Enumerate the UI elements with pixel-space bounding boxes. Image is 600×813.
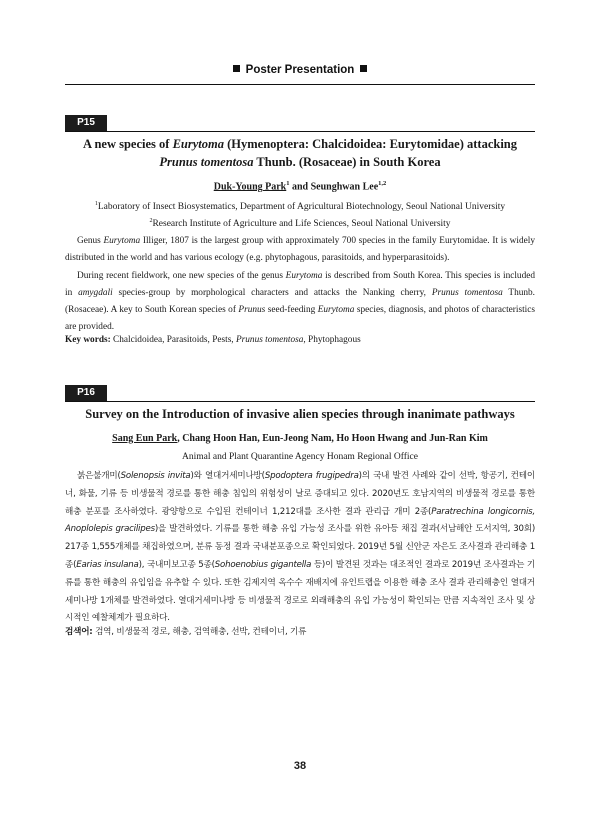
text-run: Solenopsis invita — [120, 471, 191, 481]
p15-badge: P15 — [65, 115, 107, 131]
square-bullet-icon — [360, 65, 367, 72]
p15-author-sup: 1 — [286, 180, 290, 187]
text-run: )와 열대거세미나방( — [190, 471, 265, 481]
p15-paragraph-2 — [65, 268, 535, 337]
keywords-label: 검색어: — [65, 627, 93, 637]
affil-sup: 2 — [149, 218, 153, 225]
text-run: 등)이 발견된 것과는 대조적인 결과로 2019년 조사결과는 기류를 통한 해충의 유입임을 유추할 수 있다. 또한 김제지역 옥수수 재배지에 유인트랩을 이용한 해충 조사 결과 관리해충인 열대거세미나방 1개체를 발견하였다. 열대거세미나방 등 비생물적 경로로 외래해충의 유입 가능성이 확인되는 만큼 지속적인 조사 및 상시적인 예찰체계가 필요하다. — [65, 559, 535, 624]
text-run: , Phytophagous — [303, 335, 361, 345]
p16-title: Survey on the Introduction of invasive alien species through inanimate pathways — [85, 407, 515, 421]
p15-coauthor: and Seunghwan Lee — [289, 181, 379, 193]
text-run: Chalcidoidea, Parasitoids, Pests, — [110, 335, 236, 345]
text-run: Eurytoma — [285, 270, 323, 281]
p15-authors — [65, 180, 535, 192]
text-run: 검역, 비생물적 경로, 해충, 검역해충, 선박, 컨테이너, 기류 — [92, 627, 307, 637]
p15-abstract — [65, 233, 535, 337]
affil-text: Laboratory of Insect Biosystematics, Department of Agricultural Biotechnology, Seoul National University — [97, 202, 506, 213]
header-divider — [65, 84, 535, 85]
text-run: amygdali — [78, 287, 113, 298]
text-run: seed-feeding — [265, 305, 318, 316]
p15-title-part: Prunus tomentosa — [159, 155, 254, 169]
text-run: ), 국내미보고종 5종( — [138, 559, 215, 570]
p15-title-part: (Hymenoptera: Chalcidoidea: Eurytomidae) attacking — [223, 137, 517, 151]
text-run: Prunus — [238, 305, 266, 316]
text-run: Sohoenobius gigantella — [214, 559, 312, 570]
affil-text: Research Institute of Agriculture and Life Sciences, Seoul National University — [152, 219, 451, 230]
p16-presenting-author: Sang Eun Park — [112, 433, 178, 444]
p16-abstract — [65, 468, 535, 628]
p16-badge: P16 — [65, 385, 107, 401]
p15-title-part: A new species of — [82, 137, 173, 151]
text-run: Paratrechina longicornis, Anoplolepis gracilipes — [65, 506, 535, 535]
text-run: species, diagnosis, and photos of characteristics are provided. — [65, 305, 535, 333]
p16-paragraph — [65, 468, 535, 628]
p15-paragraph-1 — [65, 233, 535, 268]
p15-affiliation-1 — [65, 197, 535, 214]
text-run: Earias insulana — [76, 559, 139, 570]
page-number: 38 — [293, 760, 307, 772]
text-run: 붉은불개미( — [77, 471, 121, 481]
text-run: Eurytoma — [317, 305, 355, 316]
text-run: )의 국내 발견 사례와 같이 선박, 항공기, 컨테이너, 화물, 기류 등 비생물적 경로를 통한 해충 침입의 위험성이 날로 증대되고 있다. 2020년도 호남지역의 비생물적 경로를 통한 해충 분포를 조사하였다. 광양항으로 수입된 컨테이너 1,212대를 조사한 결과 관리급 개미 2종( — [65, 471, 535, 517]
p16-coauthors: , Chang Hoon Han, Eun-Jeong Nam, Ho Hoon Hwang and Jun-Ran Kim — [177, 433, 488, 444]
section-header-title: Poster Presentation — [245, 64, 355, 76]
text-run: Prunus tomentosa — [235, 335, 304, 345]
p15-affiliations — [65, 197, 535, 231]
p15-title-part: Eurytoma — [172, 137, 224, 151]
section-header — [65, 64, 535, 84]
p15-affiliation-2 — [65, 214, 535, 231]
p15-author-sup: 1,2 — [378, 180, 387, 187]
keywords-label: Key words: — [65, 335, 111, 345]
text-run: Spodoptera frugipedra — [264, 471, 359, 481]
text-run: is described from South Korea. This species is included in — [65, 270, 535, 298]
square-bullet-icon — [233, 65, 240, 72]
p16-keywords — [65, 624, 535, 642]
p16-affiliation: Animal and Plant Quarantine Agency Honam Regional Office — [182, 452, 418, 462]
affil-sup: 1 — [94, 201, 98, 207]
text-run: During recent fieldwork, one new species of the genus — [77, 270, 286, 281]
text-run: )을 발견하였다. 기류를 통한 해충 유입 가능성 조사를 위한 유아등 채집 결과(서남해안 도서지역, 30회) 217종 1,555개체를 채집하였으며, 분류 동정 결과 국내분포종으로 확인되었다. 2019년 5월 신안군 자은도 조사결과 관리해충 1종( — [65, 524, 536, 570]
text-run: species-group by morphological characters and attacks the Nanking cherry, — [112, 287, 432, 298]
p15-keywords — [65, 335, 535, 345]
p16-divider — [65, 401, 535, 402]
p15-title-part: Thunb. (Rosaceae) in South Korea — [253, 155, 441, 169]
p15-presenting-author: Duk-Young Park — [213, 181, 287, 193]
p16-authors — [65, 433, 535, 444]
text-run: Eurytoma — [103, 236, 141, 246]
p15-divider — [65, 131, 535, 132]
text-run: Thunb. (Rosaceae). A key to South Korean species of — [65, 287, 535, 316]
text-run: Prunus tomentosa — [431, 287, 503, 298]
text-run: Genus — [77, 236, 104, 246]
text-run: Illiger, 1807 is the largest group with approximately 700 species in the family Eurytomidae. It is widely distributed in the world and has various ecology (e.g. phytophagous, parasitoids, and hyperparasitoids). — [65, 236, 535, 264]
p15-title — [65, 135, 535, 171]
